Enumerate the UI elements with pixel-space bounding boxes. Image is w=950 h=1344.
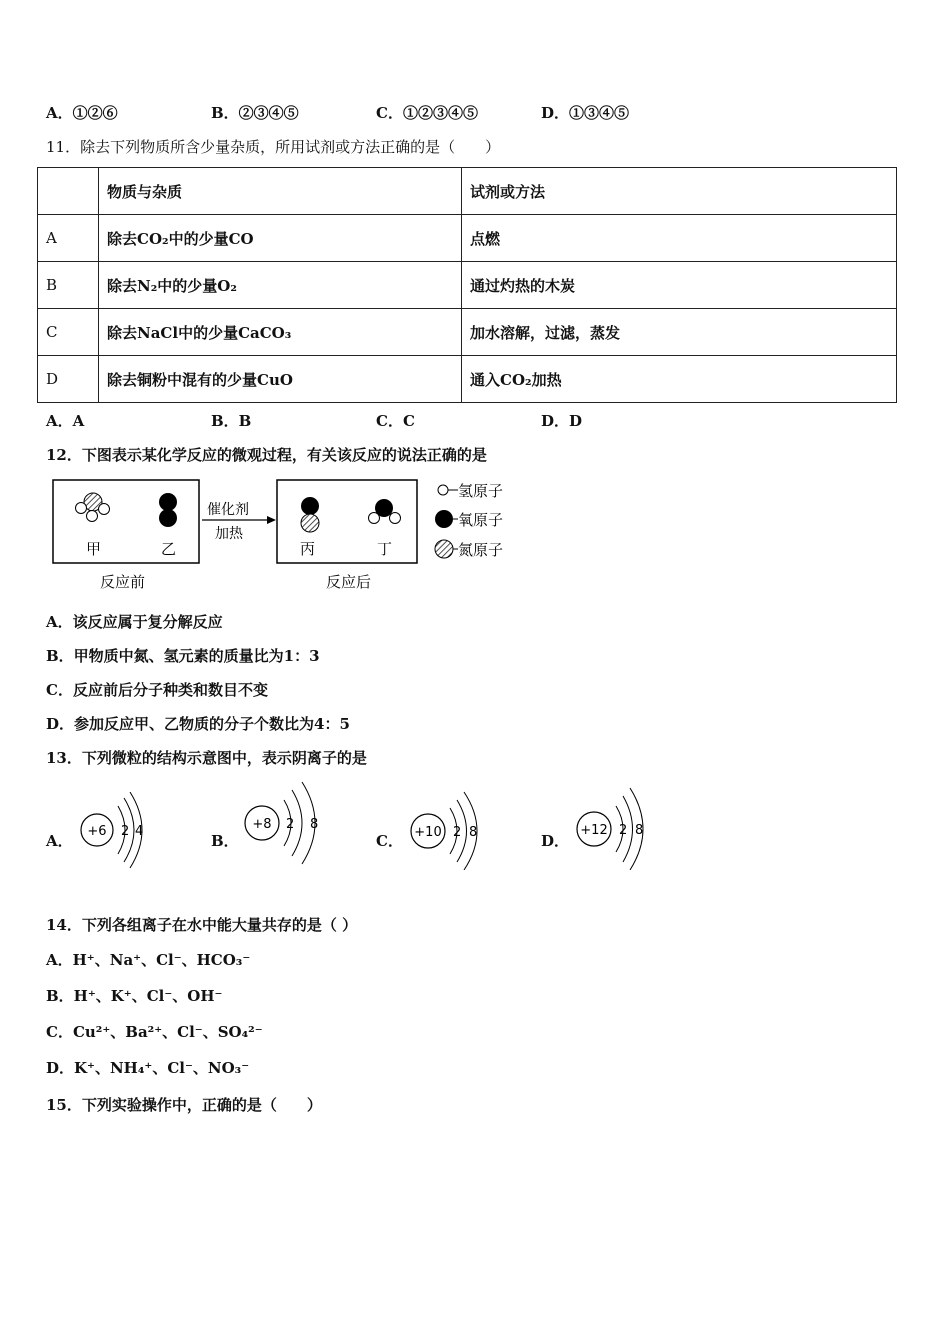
molecule-yi (159, 493, 177, 527)
label-after: 反应后 (326, 573, 372, 591)
atom-diagram-c (408, 790, 493, 870)
table-cell (38, 168, 99, 215)
q13-label-c: C． (376, 832, 403, 850)
molecule-bing (301, 497, 319, 532)
row-label: B (38, 262, 99, 309)
shell-count: 8 (635, 823, 644, 838)
q13-stem: 13．下列微粒的结构示意图中，表示阴离子的是 (46, 749, 367, 767)
row-item: 除去铜粉中混有的少量CuO (99, 356, 462, 403)
atom-diagram-b (242, 780, 332, 870)
row-label: A (38, 215, 99, 262)
q15-stem: 15．下列实验操作中，正确的是（ ） (46, 1096, 322, 1114)
q10-option-c: C．①②③④⑤ (376, 104, 478, 122)
row-method: 加水溶解，过滤，蒸发 (462, 309, 897, 356)
shell-count: 8 (310, 817, 319, 832)
row-item: 除去NaCl中的少量CaCO₃ (99, 309, 462, 356)
table-row (38, 215, 897, 262)
q12-option-a: A．该反应属于复分解反应 (46, 613, 223, 631)
table-header-method: 试剂或方法 (462, 168, 897, 215)
legend (435, 482, 503, 559)
q13-label-b: B． (211, 832, 239, 850)
row-method: 通过灼热的木炭 (462, 262, 897, 309)
row-method: 通入CO₂加热 (462, 356, 897, 403)
q10-option-a: A．①②⑥ (46, 104, 118, 122)
label-bing: 丙 (300, 540, 316, 558)
catalyst-label: 催化剂 (207, 502, 249, 518)
shell-count: 2 (453, 825, 462, 840)
q14-option-c: C．Cu²⁺、Ba²⁺、Cl⁻、SO₄²⁻ (46, 1023, 263, 1041)
reaction-diagram (40, 472, 540, 597)
label-yi: 乙 (161, 540, 177, 558)
q14-option-d: D．K⁺、NH₄⁺、Cl⁻、NO₃⁻ (46, 1059, 250, 1077)
legend-nitrogen: 氮原子 (458, 541, 504, 559)
shell-count: 2 (286, 817, 295, 832)
before-box (53, 480, 199, 563)
table-row (38, 309, 897, 356)
q12-stem: 12．下图表示某化学反应的微观过程，有关该反应的说法正确的是 (46, 446, 487, 464)
q11-option-c: C．C (376, 412, 415, 430)
q12-option-c: C．反应前后分子种类和数目不变 (46, 681, 268, 699)
table-row (38, 356, 897, 403)
table-header-item: 物质与杂质 (99, 168, 462, 215)
heat-label: 加热 (215, 526, 243, 542)
row-method: 点燃 (462, 215, 897, 262)
q13-label-d: D． (541, 832, 570, 850)
nucleus-label: +6 (87, 824, 107, 839)
shell-count: 2 (121, 824, 130, 839)
legend-hydrogen: 氢原子 (458, 482, 504, 500)
q10-option-d: D．①③④⑤ (541, 104, 630, 122)
shell-count: 2 (619, 823, 628, 838)
q14-option-a: A．H⁺、Na⁺、Cl⁻、HCO₃⁻ (46, 951, 251, 969)
molecule-ding (369, 499, 401, 524)
shell-count: 4 (135, 824, 144, 839)
arrow-head (267, 516, 276, 524)
q11-option-a: A．A (46, 412, 85, 430)
row-item: 除去CO₂中的少量CO (99, 215, 462, 262)
row-label: C (38, 309, 99, 356)
label-jia: 甲 (86, 540, 102, 558)
q11-option-b: B．B (211, 412, 252, 430)
q10-option-b: B．②③④⑤ (211, 104, 299, 122)
atom-diagram-a (78, 792, 158, 872)
table-row (38, 168, 897, 215)
legend-oxygen: 氧原子 (458, 511, 504, 529)
nucleus-label: +8 (252, 817, 272, 832)
label-before: 反应前 (100, 573, 146, 591)
molecule-jia (76, 493, 110, 522)
row-label: D (38, 356, 99, 403)
atom-diagram-d (574, 786, 659, 870)
nucleus-label: +10 (414, 825, 442, 840)
q11-table (37, 167, 897, 403)
table-row (38, 262, 897, 309)
q14-stem: 14．下列各组离子在水中能大量共存的是（ ） (46, 916, 358, 934)
nucleus-label: +12 (580, 823, 608, 838)
row-item: 除去N₂中的少量O₂ (99, 262, 462, 309)
label-ding: 丁 (377, 540, 393, 558)
q13-label-a: A． (46, 832, 73, 850)
shell-count: 8 (469, 825, 478, 840)
q11-stem: 11．除去下列物质所含少量杂质，所用试剂或方法正确的是（ ） (46, 138, 501, 156)
q12-option-b: B．甲物质中氮、氢元素的质量比为1：3 (46, 647, 320, 665)
q11-option-d: D．D (541, 412, 583, 430)
q14-option-b: B．H⁺、K⁺、Cl⁻、OH⁻ (46, 987, 223, 1005)
q12-option-d: D．参加反应甲、乙物质的分子个数比为4：5 (46, 715, 350, 733)
